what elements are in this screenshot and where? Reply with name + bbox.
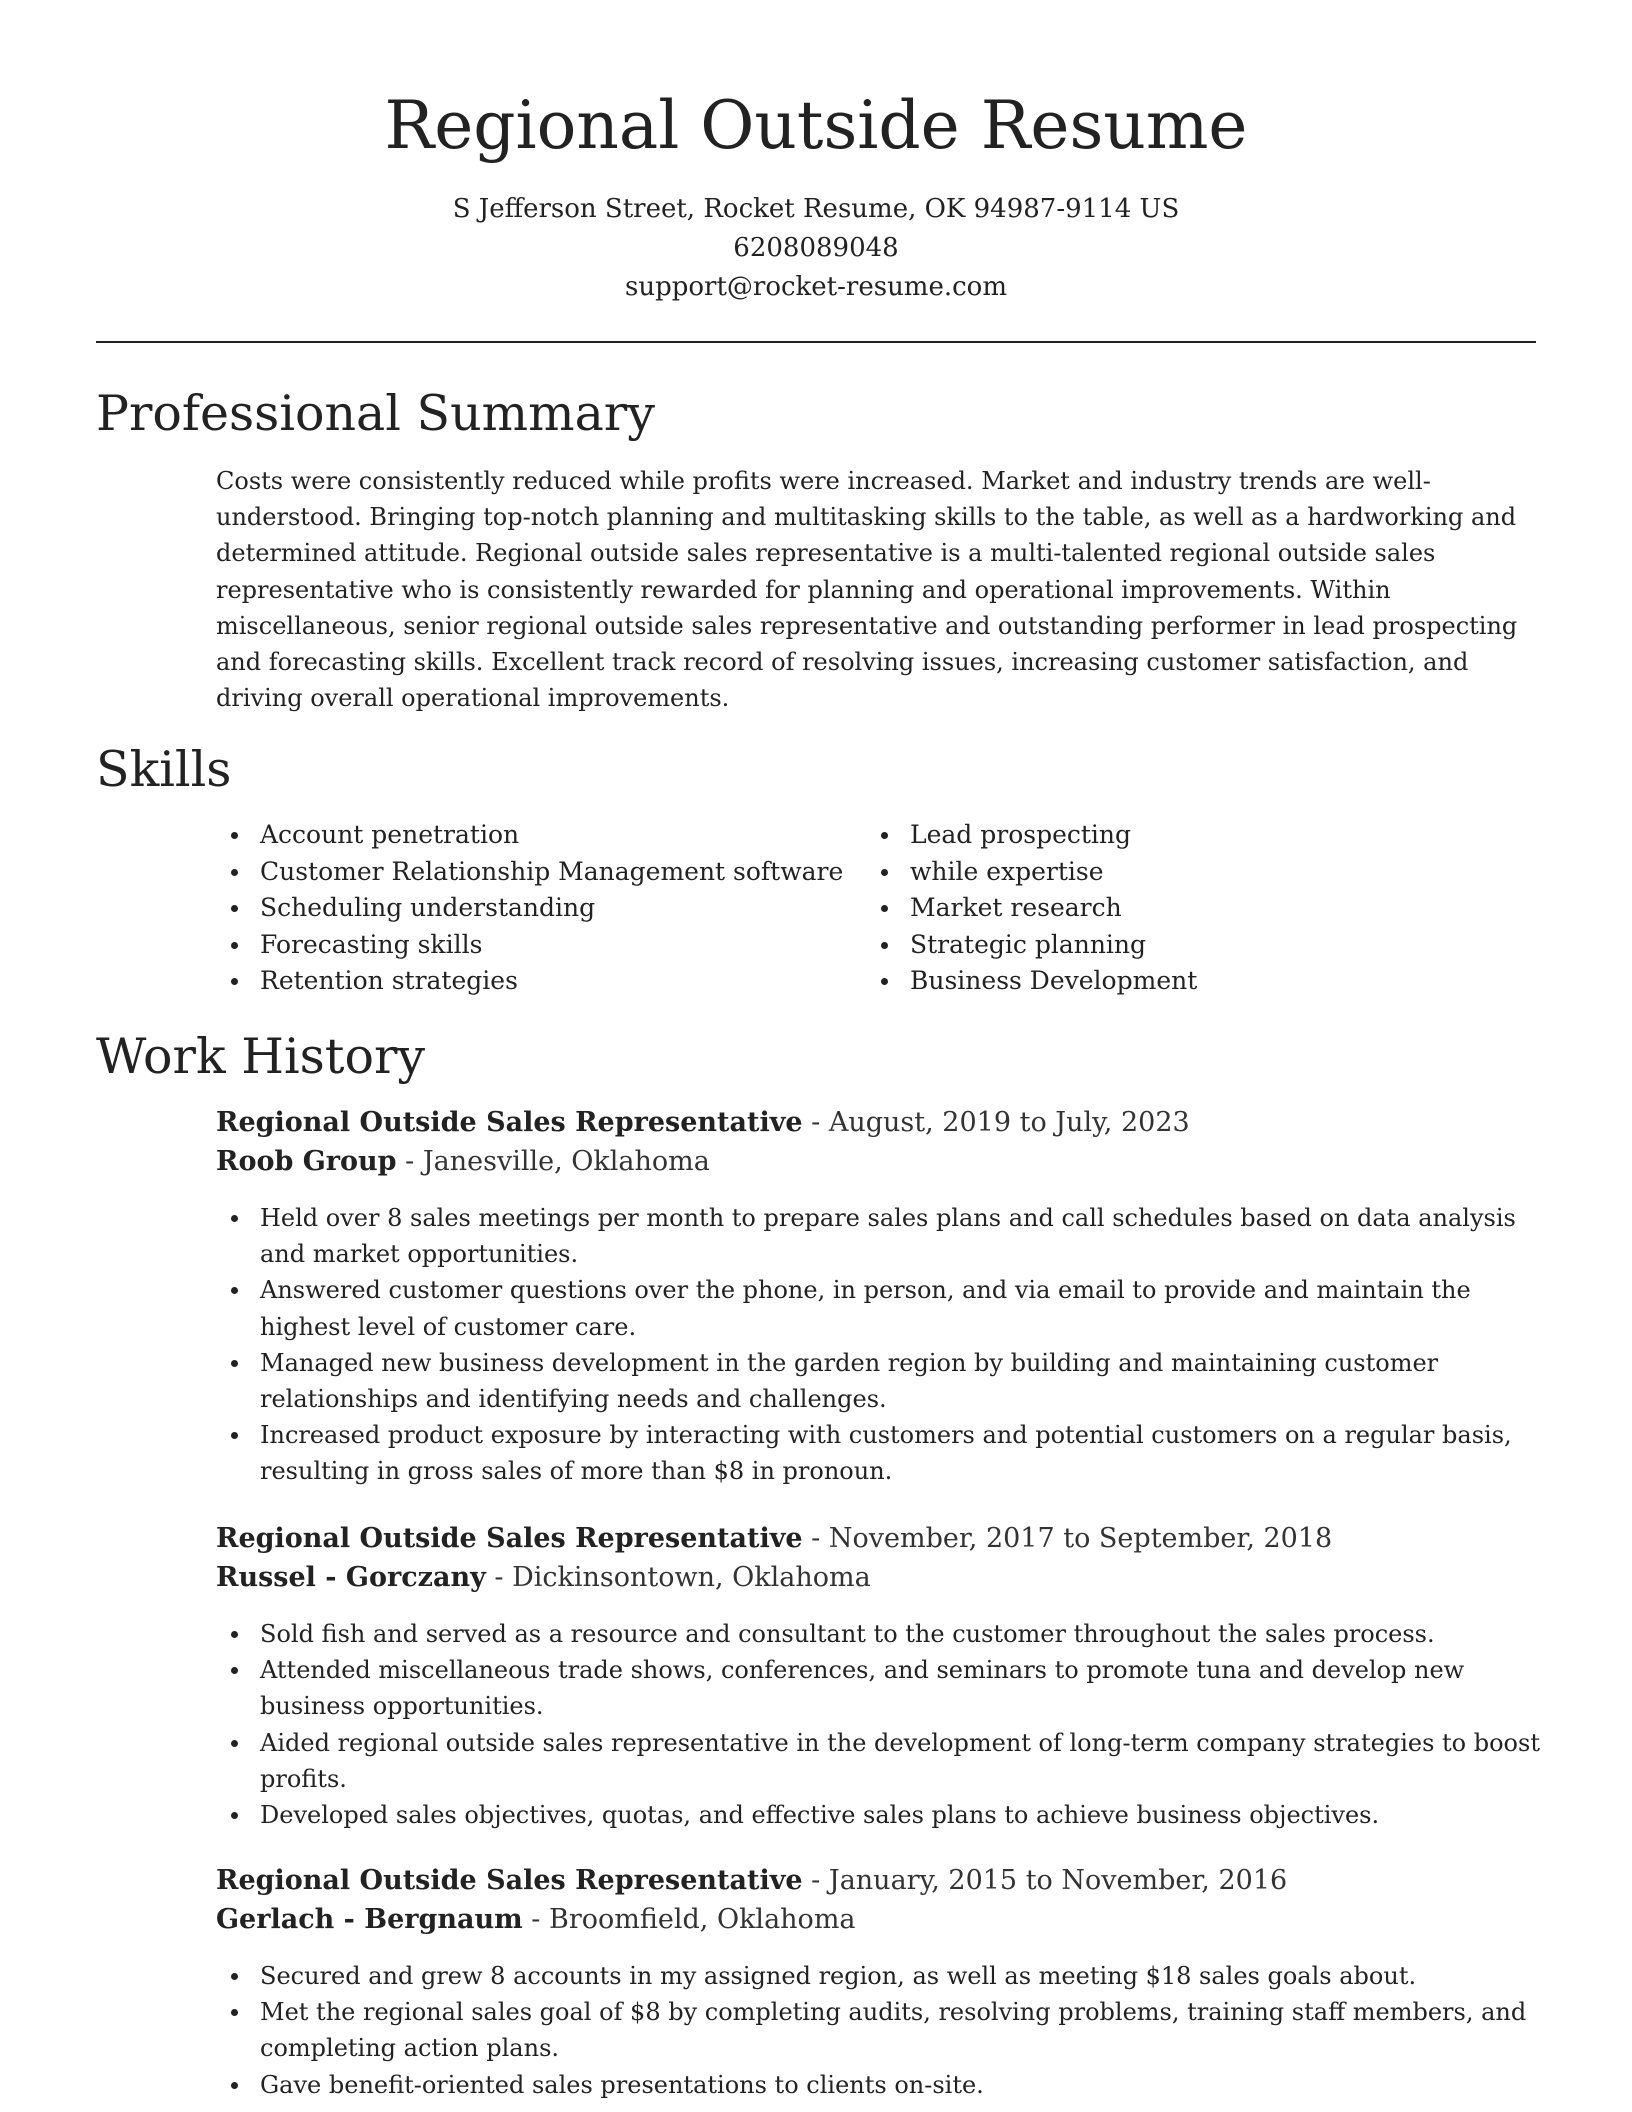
- skill-item: Retention strategies: [216, 963, 856, 1000]
- contact-email: support@rocket-resume.com: [624, 272, 1007, 302]
- header-divider: [96, 341, 1536, 343]
- skill-item: Scheduling understanding: [216, 890, 856, 927]
- summary-heading: Professional Summary: [96, 385, 655, 442]
- job-bullet: Secured and grew 8 accounts in my assigned region, as well as meeting $18 sales goals about.: [216, 1958, 1546, 1994]
- job-bullet: Gave benefit-oriented sales presentations to clients on-site.: [216, 2067, 1546, 2103]
- skills-list-left: [216, 817, 856, 1000]
- skills-heading: Skills: [96, 741, 232, 798]
- resume-title: Regional Outside Resume: [384, 87, 1248, 164]
- work-history-heading: Work History: [96, 1028, 426, 1085]
- job-title: Regional Outside Sales Representative: [216, 1107, 803, 1138]
- job-bullet: Attended miscellaneous trade shows, conferences, and seminars to promote tuna and develop new business opportunities.: [216, 1652, 1546, 1724]
- job-bullet: Managed new business development in the garden region by building and maintaining customer relationships and identifying needs and challenges.: [216, 1345, 1546, 1417]
- contact-address: S Jefferson Street, Rocket Resume, OK 94987-9114 US: [452, 194, 1180, 224]
- contact-phone: 6208089048: [733, 233, 899, 263]
- job-title: Regional Outside Sales Representative: [216, 1865, 803, 1896]
- job-dates: - November, 2017 to September, 2018: [802, 1523, 1333, 1554]
- job-location: - Broomfield, Oklahoma: [522, 1903, 856, 1935]
- job-company-line: [216, 1901, 1546, 1940]
- job-bullets: [216, 1200, 1546, 1490]
- job-location: - Janesville, Oklahoma: [396, 1145, 710, 1177]
- job-bullet: Developed sales objectives, quotas, and effective sales plans to achieve business objectives.: [216, 1797, 1546, 1833]
- skill-item: Forecasting skills: [216, 927, 856, 964]
- job-bullets: [216, 1616, 1546, 1833]
- skill-item: Customer Relationship Management software: [216, 854, 856, 891]
- job-title-line: [216, 1862, 1546, 1901]
- job-company: Gerlach - Bergnaum: [216, 1903, 523, 1935]
- skill-item: while expertise: [866, 854, 1506, 891]
- job-company-line: [216, 1559, 1546, 1598]
- job-title-line: [216, 1104, 1546, 1143]
- skill-item: Market research: [866, 890, 1506, 927]
- job-bullet: Met the regional sales goal of $8 by completing audits, resolving problems, training staff members, and completing action plans.: [216, 1994, 1546, 2066]
- skills-list-right: [866, 817, 1506, 1000]
- job-entry: [216, 1520, 1546, 1833]
- job-dates: - August, 2019 to July, 2023: [802, 1107, 1190, 1138]
- job-bullet: Increased product exposure by interacting with customers and potential customers on a regular basis, resulting in gross sales of more than $8 in pronoun.: [216, 1417, 1546, 1489]
- job-title-line: [216, 1520, 1546, 1559]
- summary-text: Costs were consistently reduced while profits were increased. Market and industry trends are well-understood. Bringing top-notch planning and multitasking skills to the table, as well as a hardworking and determined attitude. Regional outside sales representative is a multi-talented regional outside sales representative who is consistently rewarded for planning and operational improvements. Within miscellaneous, senior regional outside sales representative and outstanding performer in lead prospecting and forecasting skills. Excellent track record of resolving issues, increasing customer satisfaction, and driving overall operational improvements.: [216, 467, 1518, 713]
- job-bullets: [216, 1958, 1546, 2103]
- job-company: Roob Group: [216, 1145, 397, 1177]
- job-title: Regional Outside Sales Representative: [216, 1523, 803, 1554]
- skill-item: Lead prospecting: [866, 817, 1506, 854]
- job-location: - Dickinsontown, Oklahoma: [485, 1561, 871, 1593]
- skill-item: Account penetration: [216, 817, 856, 854]
- skill-item: Strategic planning: [866, 927, 1506, 964]
- job-bullet: Sold fish and served as a resource and consultant to the customer throughout the sales process.: [216, 1616, 1546, 1652]
- contact-block: [0, 190, 1632, 307]
- job-bullet: Answered customer questions over the phone, in person, and via email to provide and maintain the highest level of customer care.: [216, 1272, 1546, 1344]
- job-entry: [216, 1862, 1546, 2103]
- job-dates: - January, 2015 to November, 2016: [802, 1865, 1288, 1896]
- job-bullet: Held over 8 sales meetings per month to prepare sales plans and call schedules based on data analysis and market opportunities.: [216, 1200, 1546, 1272]
- skill-item: Business Development: [866, 963, 1506, 1000]
- job-company-line: [216, 1143, 1546, 1182]
- job-entry: [216, 1104, 1546, 1490]
- job-bullet: Aided regional outside sales representative in the development of long-term company strategies to boost profits.: [216, 1725, 1546, 1797]
- job-company: Russel - Gorczany: [216, 1561, 486, 1593]
